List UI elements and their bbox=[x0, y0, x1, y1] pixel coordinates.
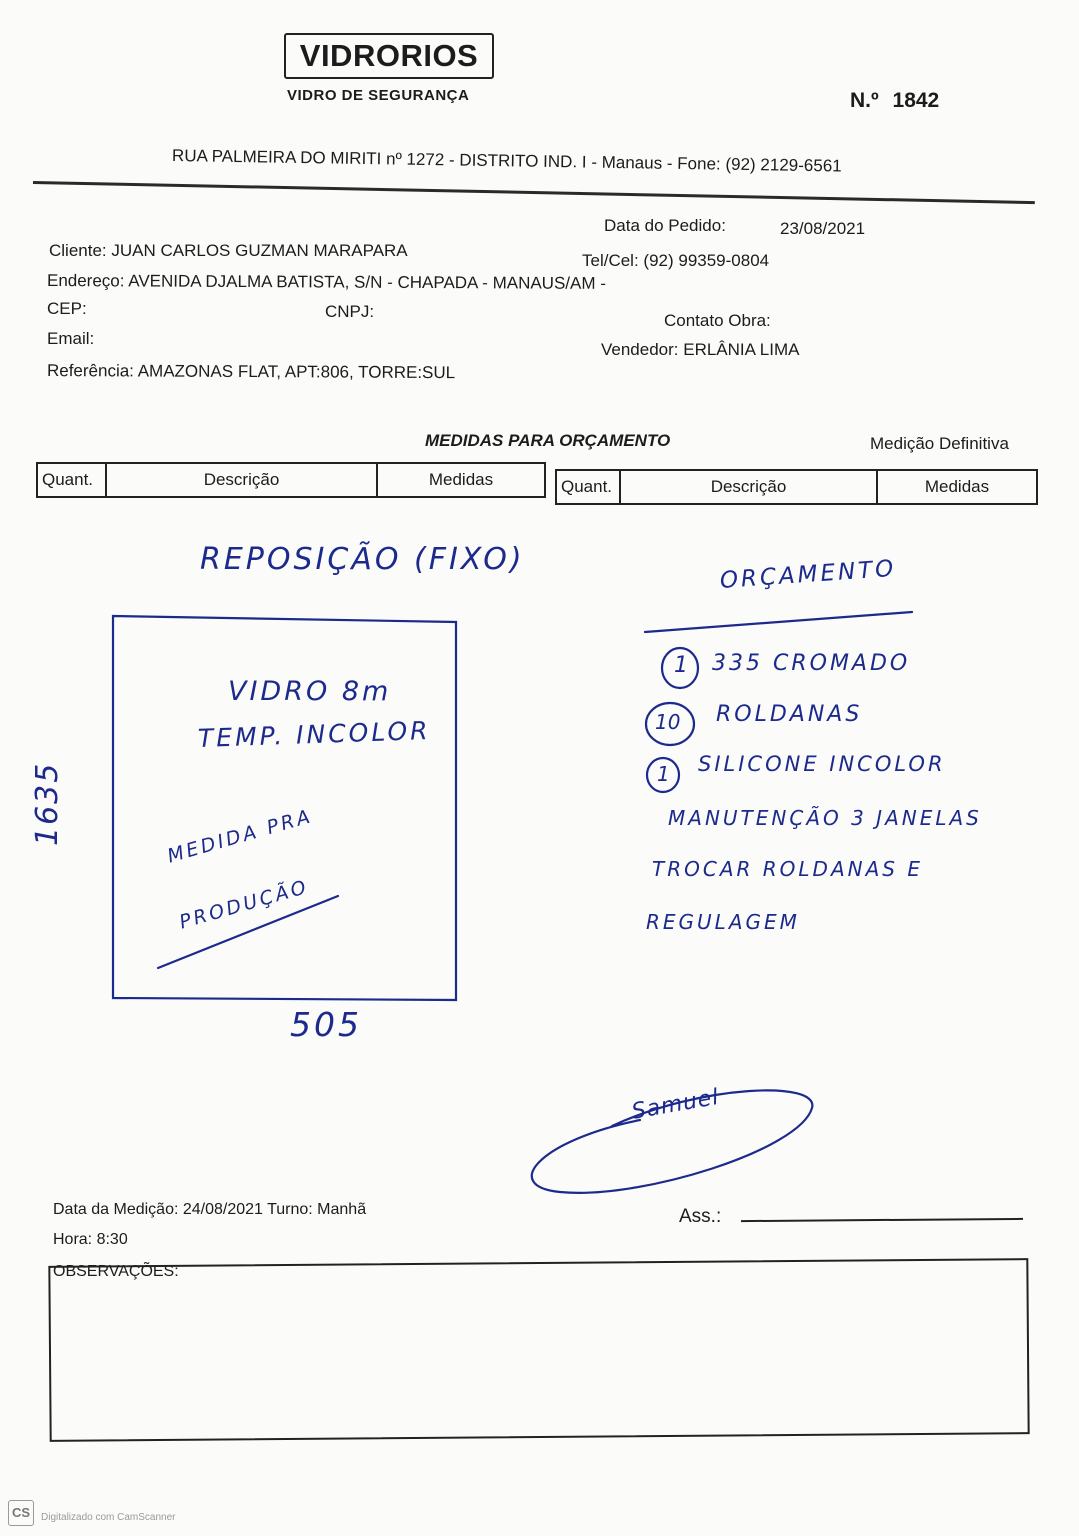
number-value: 1842 bbox=[892, 89, 940, 112]
cnpj-field: CNPJ: bbox=[325, 302, 375, 321]
reference-field: Referência: AMAZONAS FLAT, APT:806, TORRE:SUL bbox=[46, 361, 456, 383]
description-header: Descrição bbox=[621, 471, 878, 503]
handwritten-measure-note: MEDIDA PRA bbox=[164, 805, 316, 868]
order-date-value: 23/08/2021 bbox=[780, 219, 866, 238]
orcamento-underline bbox=[645, 612, 912, 632]
company-tagline: VIDRO DE SEGURANÇA bbox=[287, 87, 470, 104]
seller-field: Vendedor: ERLÂNIA LIMA bbox=[601, 340, 800, 359]
quant-header: Quant. bbox=[38, 464, 107, 496]
item-qty: 1 bbox=[674, 653, 691, 678]
item-qty: 10 bbox=[655, 710, 681, 734]
handwritten-maintenance: MANUTENÇÃO 3 JANELAS bbox=[668, 806, 982, 830]
handwritten-production-note: PRODUÇÃO bbox=[176, 875, 312, 934]
item-description: ROLDANAS bbox=[716, 702, 863, 727]
description-header: Descrição bbox=[107, 464, 378, 496]
glass-pane-sketch bbox=[113, 616, 456, 1000]
camscanner-watermark: Digitalizado com CamScanner bbox=[41, 1512, 176, 1523]
observations-label: OBSERVAÇÕES: bbox=[53, 1263, 179, 1280]
item-qty: 1 bbox=[657, 762, 673, 786]
address-field: Endereço: AVENIDA DJALMA BATISTA, S/N - CHAPADA - MANAUS/AM - bbox=[46, 271, 606, 293]
site-contact-field: Contato Obra: bbox=[664, 311, 771, 330]
handwritten-adjustment: REGULAGEM bbox=[646, 910, 800, 934]
handwritten-glass-type: TEMP. INCOLOR bbox=[197, 715, 431, 753]
order-date-label: Data do Pedido: bbox=[604, 216, 726, 235]
handwritten-height: 1635 bbox=[30, 761, 65, 846]
handwritten-glass-spec: VIDRO 8m bbox=[228, 676, 392, 707]
handwritten-replace-wheels: TROCAR ROLDANAS E bbox=[652, 857, 923, 881]
section-title: MEDIDAS PARA ORÇAMENTO bbox=[425, 431, 671, 450]
signature: Samuel bbox=[629, 1084, 722, 1125]
handwritten-reposicao: REPOSIÇÃO (FIXO) bbox=[200, 542, 525, 577]
measures-header: Medidas bbox=[428, 470, 494, 489]
handwritten-orcamento: ORÇAMENTO bbox=[719, 555, 898, 594]
measurement-time: Hora: 8:30 bbox=[53, 1231, 128, 1248]
email-field: Email: bbox=[47, 329, 95, 348]
cep-field: CEP: bbox=[47, 299, 87, 318]
company-logo: VIDRORIOS bbox=[284, 33, 494, 79]
number-label: N.º bbox=[850, 89, 879, 112]
measurement-type: Medição Definitiva bbox=[870, 434, 1009, 453]
item-description: SILICONE INCOLOR bbox=[698, 752, 946, 776]
signature-label: Ass.: bbox=[679, 1206, 722, 1227]
phone-field: Tel/Cel: (92) 99359-0804 bbox=[582, 251, 770, 270]
quant-header: Quant. bbox=[557, 471, 621, 503]
item-description: 335 CROMADO bbox=[712, 651, 911, 676]
company-address: RUA PALMEIRA DO MIRITI nº 1272 - DISTRITO IND. I - Manaus - Fone: (92) 2129-6561 bbox=[171, 146, 842, 176]
client-field: Cliente: JUAN CARLOS GUZMAN MARAPARA bbox=[49, 241, 408, 260]
measurement-date: Data da Medição: 24/08/2021 Turno: Manhã bbox=[53, 1201, 367, 1218]
camscanner-logo: CS bbox=[8, 1500, 34, 1526]
measures-header: Medidas bbox=[924, 477, 990, 496]
observations-box[interactable] bbox=[48, 1258, 1029, 1442]
handwritten-width: 505 bbox=[290, 1005, 362, 1044]
